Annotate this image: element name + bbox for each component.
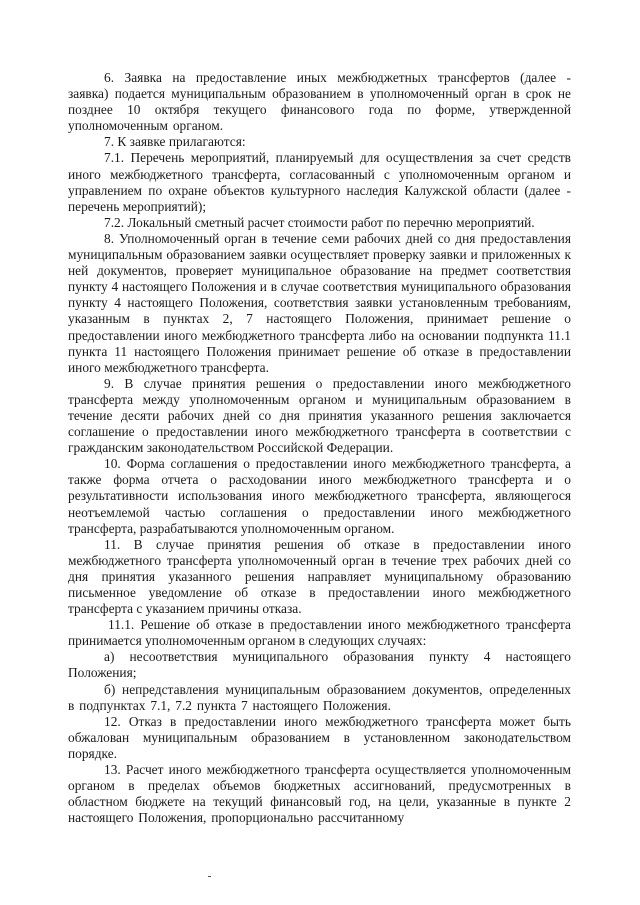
paragraph-8: 8. Уполномоченный орган в течение семи рабочих дней со дня предоставления муниципальным образованием заявки осуществляет проверку заявки и приложенных к ней документов, проверяет муниципальное образование на предмет соответствия пункту 4 настоящего Положения и в случае соответствия муниципального образования пункту 4 настоящего Положения, соответствия заявки установленным требованиям, указанным в пунктах 2, 7 настоящего Положения, принимает решение о предоставлении иного межбюджетного трансферта либо на основании подпункта 11.1 пункта 11 настоящего Положения принимает решение об отказе в предоставлении иного межбюджетного трансферта.: [68, 230, 571, 375]
document-body: [68, 70, 571, 826]
paragraph-10: 10. Форма соглашения о предоставлении иного межбюджетного трансферта, а также форма отчета о расходовании иного межбюджетного трансферта и о результативности использования иного межбюджетного трансферта, являющегося неотъемлемой частью соглашения о предоставлении иного межбюджетного трансферта, разрабатываются уполномоченным органом.: [68, 456, 571, 536]
paragraph-11-1: 11.1. Решение об отказе в предоставлении иного межбюджетного трансферта принимается уполномоченным органом в следующих случаях:: [68, 617, 571, 649]
paragraph-11: 11. В случае принятия решения об отказе в предоставлении иного межбюджетного трансферта уполномоченный орган в течение трех рабочих дней со дня принятия указанного решения направляет муниципальному образованию письменное уведомление об отказе в предоставлении иного межбюджетного трансферта с указанием причины отказа.: [68, 536, 571, 617]
paragraph-9: 9. В случае принятия решения о предоставлении иного межбюджетного трансферта между уполномоченным органом и муниципальным образованием в течение десяти рабочих дней со дня принятия указанного решения заключается соглашение о предоставлении иного межбюджетного трансферта в соответствии с гражданским законодательством Российской Федерации.: [68, 375, 571, 456]
paragraph-11-1-a: а) несоответствия муниципального образования пункту 4 настоящего Положения;: [68, 649, 571, 681]
paragraph-6: 6. Заявка на предоставление иных межбюджетных трансфертов (далее - заявка) подается муниципальным образованием в уполномоченный орган в срок не позднее 10 октября текущего финансового года по форме, утвержденной уполномоченным органом.: [68, 70, 571, 134]
paragraph-12: 12. Отказ в предоставлении иного межбюджетного трансферта может быть обжалован муниципальным образованием в установленном законодательством порядке.: [68, 713, 571, 761]
paragraph-13: 13. Расчет иного межбюджетного трансферта осуществляется уполномоченным органом в пределах объемов бюджетных ассигнований, предусмотренных в областном бюджете на текущий финансовый год, на цели, указанные в пункте 2 настоящего Положения, пропорционально рассчитанному: [68, 762, 571, 826]
paragraph-7-2: 7.2. Локальный сметный расчет стоимости работ по перечню мероприятий.: [104, 214, 535, 230]
paragraph-7-1: 7.1. Перечень мероприятий, планируемый для осуществления за счет средств иного межбюджетного трансферта, согласованный с уполномоченным органом и управлением по охране объектов культурного наследия Калужской области (далее - перечень мероприятий);: [68, 150, 571, 214]
scan-speck: [208, 876, 211, 877]
paragraph-11-1-b: б) непредставления муниципальным образованием документов, определенных в подпунктах 7.1, 7.2 пункта 7 настоящего Положения.: [68, 681, 571, 713]
paragraph-7: 7. К заявке прилагаются:: [104, 134, 246, 150]
